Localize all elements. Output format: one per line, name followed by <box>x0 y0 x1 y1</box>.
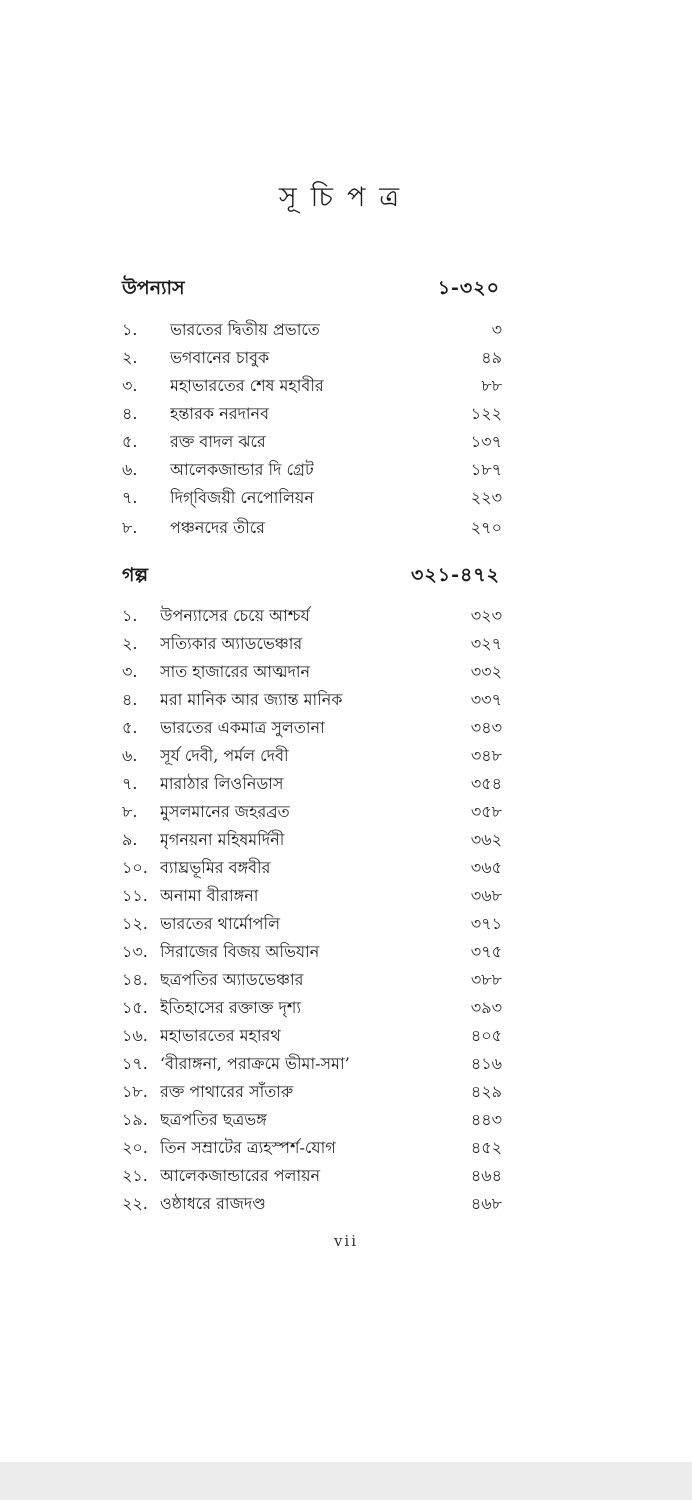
item-page: ৩৩২ <box>470 661 502 681</box>
toc-row <box>122 1078 502 1106</box>
item-page: ৮৮ <box>481 375 502 395</box>
item-page: ৪২৯ <box>470 1081 502 1101</box>
item-number: ১. <box>122 319 138 339</box>
item-number: ১৩. <box>122 941 148 961</box>
toc-row <box>122 798 502 826</box>
item-page: ৩ <box>491 319 502 339</box>
toc-row <box>122 1190 502 1218</box>
item-number: ৪. <box>122 403 138 423</box>
item-number: ৯. <box>122 829 138 849</box>
item-title: ভারতের থার্মোপলি <box>160 913 280 933</box>
toc-row <box>122 602 502 630</box>
toc-row <box>122 686 502 714</box>
toc-row <box>122 966 502 994</box>
item-number: ২১. <box>122 1165 148 1185</box>
toc-row <box>122 428 502 456</box>
item-number: ১০. <box>122 857 148 877</box>
toc-row <box>122 658 502 686</box>
section-range-stories: ৩২১-৪৭২ <box>411 564 500 586</box>
item-title: তিন সম্রাটের ত্র্যহস্পর্শ-যোগ <box>160 1137 336 1157</box>
item-title: আলেকজান্ডারের পলায়ন <box>160 1165 321 1185</box>
item-number: ১৪. <box>122 969 148 989</box>
item-title: হন্তারক নরদানব <box>170 403 270 423</box>
toc-row <box>122 1106 502 1134</box>
item-page: ২৭০ <box>470 517 502 537</box>
item-page: ৩৬৮ <box>470 885 502 905</box>
item-title: ছত্রপতির অ্যাডভেঞ্চার <box>160 969 304 989</box>
item-page: ৩৪৮ <box>470 745 502 765</box>
item-number: ৭. <box>122 773 138 793</box>
item-title: ব্যাঘ্রভূমির বঙ্গবীর <box>160 857 271 877</box>
item-page: ৪৪৩ <box>470 1109 502 1129</box>
page-number: vii <box>333 1232 359 1250</box>
item-page: ৩২৭ <box>470 633 502 653</box>
item-title: মহাভারতের শেষ মহাবীর <box>170 375 324 395</box>
item-page: ৩৫৪ <box>470 773 502 793</box>
item-number: ১. <box>122 605 138 625</box>
section-range-novels: ১-৩২০ <box>437 277 500 299</box>
item-number: ১৫. <box>122 997 148 1017</box>
item-title: মারাঠার লিওনিডাস <box>160 773 284 793</box>
item-page: ৪৬৮ <box>470 1193 502 1213</box>
item-number: ৮. <box>122 517 138 537</box>
item-title: ‘বীরাঙ্গনা, পরাক্রমে ভীমা-সমা’ <box>160 1053 350 1073</box>
viewer-bottom-bar <box>0 1462 692 1500</box>
item-title: ভগবানের চাবুক <box>170 347 270 367</box>
item-title: রক্ত বাদল ঝরে <box>170 431 266 451</box>
item-number: ৫. <box>122 717 138 737</box>
item-page: ৩৪৩ <box>470 717 502 737</box>
item-page: ১৩৭ <box>470 431 502 451</box>
item-number: ৬. <box>122 745 138 765</box>
item-page: ২২৩ <box>470 487 502 507</box>
item-number: ৮. <box>122 801 138 821</box>
item-number: ১৯. <box>122 1109 148 1129</box>
item-number: ১১. <box>122 885 148 905</box>
item-number: ২২. <box>122 1193 148 1213</box>
item-title: রক্ত পাথারের সাঁতারু <box>160 1081 294 1101</box>
toc-row <box>122 1134 502 1162</box>
item-number: ২. <box>122 347 138 367</box>
toc-row <box>122 742 502 770</box>
toc-row <box>122 770 502 798</box>
item-page: ১২২ <box>470 403 502 423</box>
toc-row <box>122 512 502 544</box>
toc-row <box>122 1022 502 1050</box>
item-page: ৩৭১ <box>470 913 502 933</box>
toc-row <box>122 910 502 938</box>
item-page: ৩৮৮ <box>470 969 502 989</box>
toc-row <box>122 372 502 400</box>
item-number: ৩. <box>122 375 138 395</box>
toc-row <box>122 994 502 1022</box>
item-number: ৩. <box>122 661 138 681</box>
item-number: ১৭. <box>122 1053 148 1073</box>
item-number: ১৮. <box>122 1081 148 1101</box>
item-page: ৩৩৭ <box>470 689 502 709</box>
item-title: ইতিহাসের রক্তাক্ত দৃশ্য <box>160 997 301 1017</box>
toc-row <box>122 484 502 512</box>
item-page: ৪৬৪ <box>470 1165 502 1185</box>
toc-row <box>122 630 502 658</box>
item-page: ৩৬২ <box>470 829 502 849</box>
item-title: ছত্রপতির ছত্রভঙ্গ <box>160 1109 267 1129</box>
item-title: মুসলমানের জহরব্রত <box>160 801 290 821</box>
item-page: ১৮৭ <box>470 459 502 479</box>
item-title: ভারতের একমাত্র সুলতানা <box>160 717 325 737</box>
item-title: সত্যিকার অ্যাডভেঞ্চার <box>160 633 303 653</box>
item-page: ৪০৫ <box>470 1025 502 1045</box>
page-title: সূচিপত্র <box>278 182 414 213</box>
item-title: সাত হাজারের আত্মদান <box>160 661 311 681</box>
toc-row <box>122 826 502 854</box>
item-page: ৪১৬ <box>470 1053 502 1073</box>
item-number: ৭. <box>122 487 138 507</box>
toc-row <box>122 938 502 966</box>
novels-list <box>122 316 502 544</box>
toc-row <box>122 854 502 882</box>
item-number: ২. <box>122 633 138 653</box>
toc-row <box>122 344 502 372</box>
section-heading-novels <box>122 273 500 307</box>
item-title: ভারতের দ্বিতীয় প্রভাতে <box>170 319 320 339</box>
toc-row <box>122 882 502 910</box>
item-title: আলেকজান্ডার দি গ্রেট <box>170 459 314 479</box>
item-number: ২০. <box>122 1137 148 1157</box>
stories-list <box>122 602 502 1218</box>
item-number: ৪. <box>122 689 138 709</box>
item-page: ৩৫৮ <box>470 801 502 821</box>
toc-row <box>122 1162 502 1190</box>
item-title: ওষ্ঠাধরে রাজদণ্ড <box>160 1193 266 1213</box>
item-title: দিগ্‌বিজয়ী নেপোলিয়ন <box>170 487 314 507</box>
item-title: পঞ্চনদের তীরে <box>170 517 265 537</box>
item-title: মহাভারতের মহারথ <box>160 1025 281 1045</box>
item-title: অনামা বীরাঙ্গনা <box>160 885 259 905</box>
item-number: ৫. <box>122 431 138 451</box>
item-title: মরা মানিক আর জ্যান্ত মানিক <box>160 689 343 709</box>
item-page: ৩২৩ <box>470 605 502 625</box>
item-page: ৩৬৫ <box>470 857 502 877</box>
item-title: মৃগনয়না মহিষমর্দিনী <box>160 829 285 849</box>
item-page: ৪৫২ <box>470 1137 502 1157</box>
toc-row <box>122 316 502 344</box>
item-page: ৩৭৫ <box>470 941 502 961</box>
toc-row <box>122 456 502 484</box>
section-title-novels: উপন্যাস <box>122 277 185 299</box>
section-heading-stories <box>122 560 500 594</box>
item-title: সূর্য দেবী, পর্মল দেবী <box>160 745 289 765</box>
item-number: ১২. <box>122 913 148 933</box>
item-page: ৪৯ <box>481 347 502 367</box>
item-number: ১৬. <box>122 1025 148 1045</box>
item-title: উপন্যাসের চেয়ে আশ্চর্য <box>160 605 310 625</box>
toc-row <box>122 400 502 428</box>
toc-row <box>122 1050 502 1078</box>
item-page: ৩৯৩ <box>470 997 502 1017</box>
item-number: ৬. <box>122 459 138 479</box>
section-title-stories: গল্প <box>122 564 149 586</box>
toc-row <box>122 714 502 742</box>
item-title: সিরাজের বিজয় অভিযান <box>160 941 320 961</box>
